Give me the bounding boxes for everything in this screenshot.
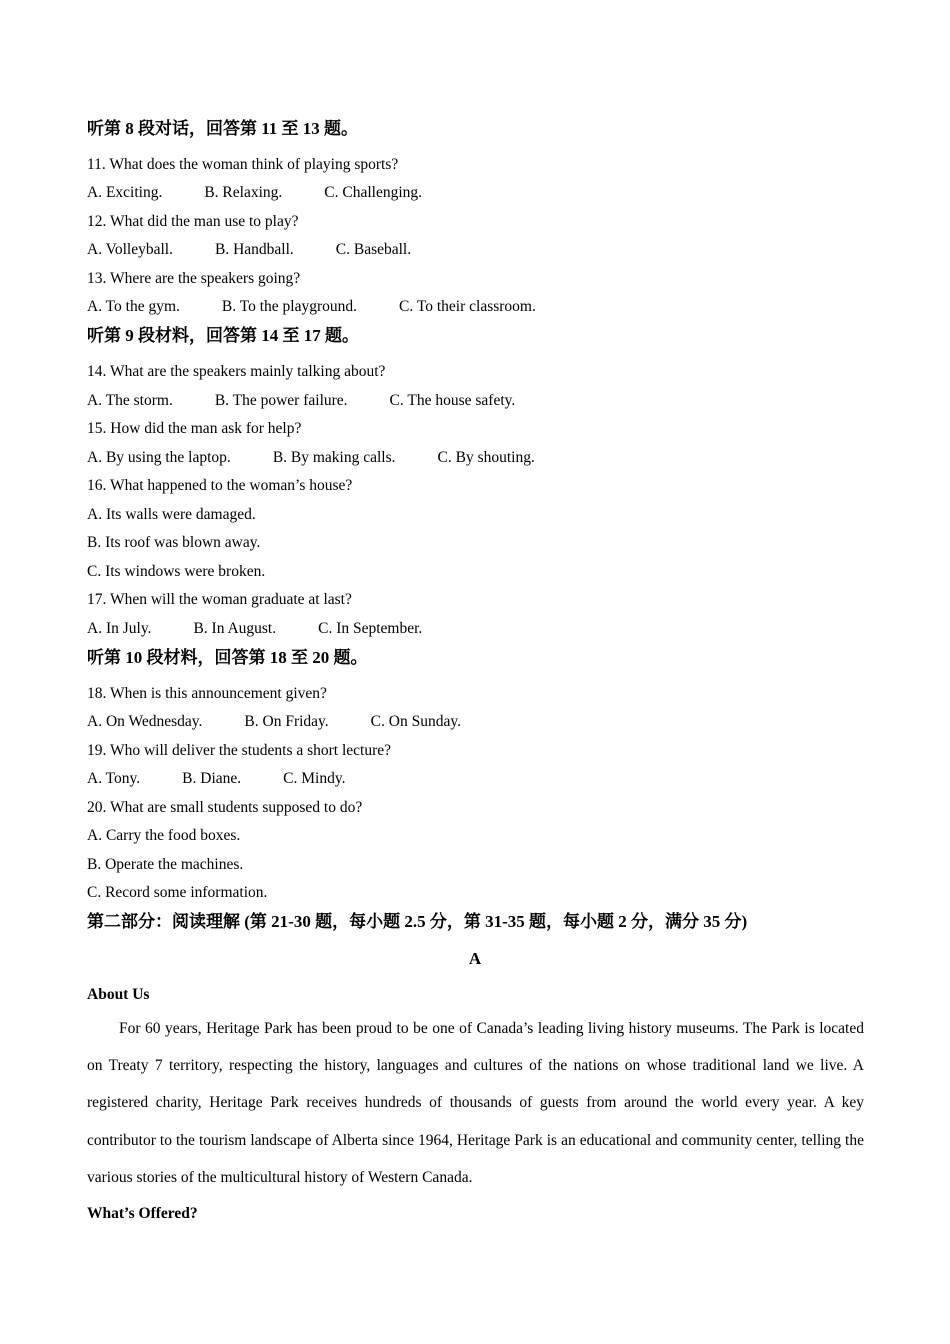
question-18-stem: 18. When is this announcement given?: [87, 685, 327, 702]
question-20-option-b: B. Operate the machines.: [87, 856, 244, 873]
question-20-option-c: C. Record some information.: [87, 884, 268, 901]
option-c: C. The house safety.: [389, 392, 516, 409]
part2-heading: 第二部分：阅读理解 (第 21-30 题，每小题 2.5 分，第 31-35 题，每小题 2 分，满分 35 分): [87, 912, 748, 931]
option-b: B. Relaxing.: [204, 184, 283, 201]
option-c: C. Mindy.: [283, 770, 346, 787]
option-c: C. Challenging.: [324, 184, 423, 201]
section-heading-10: 听第 10 段材料，回答第 18 至 20 题。: [87, 648, 368, 667]
question-11-options: [87, 183, 422, 203]
question-15-options: [87, 448, 535, 468]
question-17-stem: 17. When will the woman graduate at last?: [87, 591, 352, 608]
question-18-options: [87, 712, 461, 732]
option-a: A. The storm.: [87, 392, 173, 409]
option-b: B. To the playground.: [221, 298, 358, 315]
question-16-stem: 16. What happened to the woman’s house?: [87, 477, 353, 494]
question-13-options: [87, 297, 536, 317]
option-b: B. The power failure.: [214, 392, 348, 409]
option-c: C. Baseball.: [335, 241, 412, 258]
option-a: A. Exciting.: [87, 184, 163, 201]
question-20-stem: 20. What are small students supposed to do?: [87, 799, 363, 816]
question-16-option-a: A. Its walls were damaged.: [87, 506, 256, 523]
option-b: B. By making calls.: [272, 449, 396, 466]
question-16-option-b: B. Its roof was blown away.: [87, 534, 261, 551]
option-c: C. By shouting.: [437, 449, 535, 466]
option-b: B. Handball.: [214, 241, 294, 258]
question-12-options: [87, 240, 411, 260]
option-a: A. By using the laptop.: [87, 449, 231, 466]
section-heading-9: 听第 9 段材料，回答第 14 至 17 题。: [87, 326, 359, 345]
whats-offered-title: What’s Offered?: [87, 1205, 198, 1222]
question-17-options: [87, 619, 422, 639]
about-us-paragraph: For 60 years, Heritage Park has been proud to be one of Canada’s leading living history museums. The Park is located on Treaty 7 territory, respecting the history, languages and cultures of the nations on whose traditional land we live. A registered charity, Heritage Park receives hundreds of thousands of guests from around the world every year. A key contributor to the tourism landscape of Alberta since 1964, Heritage Park is an educational and community center, telling the various stories of the multicultural history of Western Canada.: [87, 1020, 864, 1186]
option-c: C. To their classroom.: [399, 298, 536, 315]
question-19-stem: 19. Who will deliver the students a short lecture?: [87, 742, 392, 759]
option-b: B. In August.: [193, 620, 277, 637]
option-a: A. To the gym.: [87, 298, 180, 315]
question-20-option-a: A. Carry the food boxes.: [87, 827, 241, 844]
option-a: A. In July.: [87, 620, 152, 637]
question-14-stem: 14. What are the speakers mainly talking about?: [87, 363, 386, 380]
question-14-options: [87, 391, 515, 411]
option-c: C. On Sunday.: [370, 713, 461, 730]
option-b: B. Diane.: [182, 770, 242, 787]
question-13-stem: 13. Where are the speakers going?: [87, 270, 301, 287]
option-a: A. On Wednesday.: [87, 713, 203, 730]
about-us-title: About Us: [87, 986, 150, 1003]
option-a: A. Tony.: [87, 770, 141, 787]
option-b: B. On Friday.: [244, 713, 329, 730]
option-c: C. In September.: [318, 620, 423, 637]
question-15-stem: 15. How did the man ask for help?: [87, 420, 302, 437]
question-11-stem: 11. What does the woman think of playing sports?: [87, 156, 399, 173]
question-16-option-c: C. Its windows were broken.: [87, 563, 266, 580]
passage-label: A: [468, 949, 482, 968]
question-19-options: [87, 769, 345, 789]
question-12-stem: 12. What did the man use to play?: [87, 213, 299, 230]
section-heading-8: 听第 8 段对话，回答第 11 至 13 题。: [87, 119, 359, 138]
option-a: A. Volleyball.: [87, 241, 173, 258]
